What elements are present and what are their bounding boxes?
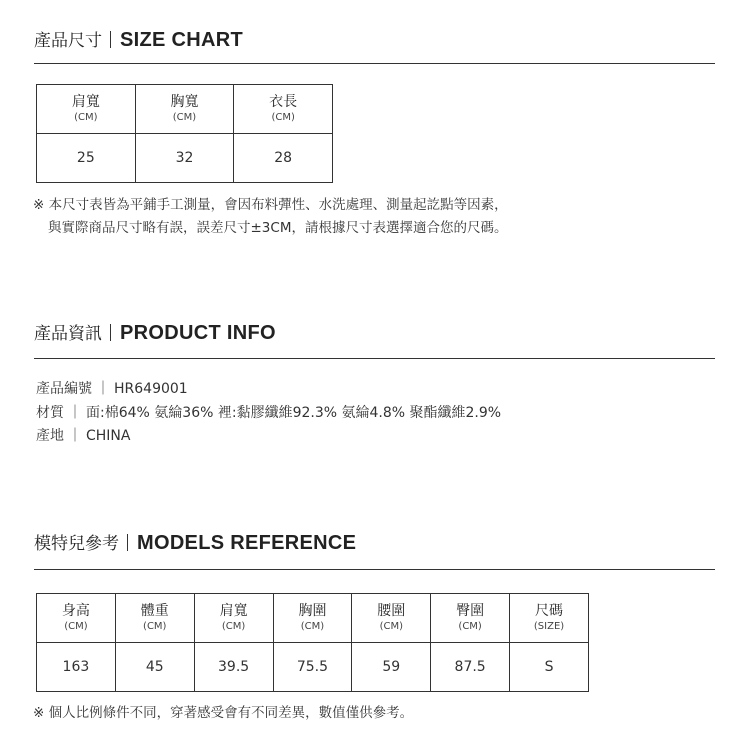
header-unit: (CM) bbox=[221, 620, 246, 632]
title-separator bbox=[127, 534, 128, 551]
size-chart-value-length: 28 bbox=[234, 134, 333, 183]
models-header-height bbox=[37, 594, 116, 643]
product-info-row-origin bbox=[36, 425, 501, 449]
models-value-height: 163 bbox=[37, 643, 116, 692]
header-unit: (CM) bbox=[300, 620, 325, 632]
header-unit: (CM) bbox=[379, 620, 403, 632]
size-chart-title-zh: 產品尺寸 bbox=[34, 31, 102, 51]
product-info-value: 面:棉64% 氨綸36% 裡:黏膠纖維92.3% 氨綸4.8% 聚酯纖維2.9% bbox=[86, 404, 502, 421]
product-info-row-code bbox=[36, 378, 501, 402]
models-value-size: S bbox=[510, 643, 589, 692]
size-chart-header-row bbox=[37, 85, 333, 134]
product-info-divider bbox=[34, 358, 715, 359]
models-value-hip: 87.5 bbox=[431, 643, 510, 692]
models-value-bust: 75.5 bbox=[273, 643, 352, 692]
models-reference-table bbox=[36, 593, 589, 692]
header-unit: (CM) bbox=[458, 620, 482, 632]
info-separator: ｜ bbox=[68, 428, 82, 444]
models-reference-divider bbox=[34, 569, 715, 570]
header-unit: (CM) bbox=[143, 620, 167, 632]
models-reference-header-row bbox=[37, 594, 589, 643]
product-info-value: CHINA bbox=[86, 428, 131, 444]
header-unit: (CM) bbox=[64, 620, 88, 632]
size-chart-note-line1: ※ 本尺寸表皆為平鋪手工測量，會因布料彈性、水洗處理、測量起訖點等因素， bbox=[33, 197, 508, 213]
models-reference-note: ※ 個人比例條件不同，穿著感受會有不同差異，數值僅供參考。 bbox=[33, 705, 414, 721]
header-label: 胸寬 bbox=[170, 93, 199, 110]
models-header-size bbox=[510, 594, 589, 643]
models-header-hip bbox=[431, 594, 510, 643]
models-value-waist: 59 bbox=[352, 643, 431, 692]
models-value-shoulder: 39.5 bbox=[194, 643, 273, 692]
size-chart-value-chest: 32 bbox=[135, 134, 234, 183]
product-info-list bbox=[36, 378, 501, 449]
size-chart-header-shoulder bbox=[37, 85, 136, 134]
size-chart-divider bbox=[34, 63, 715, 64]
header-label: 衣長 bbox=[269, 93, 298, 110]
size-chart-header-chest bbox=[135, 85, 234, 134]
header-label: 腰圍 bbox=[377, 602, 406, 619]
header-unit: (CM) bbox=[74, 111, 98, 123]
size-chart-table bbox=[36, 84, 333, 183]
models-header-weight bbox=[115, 594, 194, 643]
models-reference-title-en: MODELS REFERENCE bbox=[137, 532, 357, 554]
models-reference-title-zh: 模特兒參考 bbox=[34, 534, 119, 554]
models-header-waist bbox=[352, 594, 431, 643]
models-header-shoulder bbox=[194, 594, 273, 643]
title-separator bbox=[110, 31, 111, 48]
header-label: 肩寬 bbox=[71, 93, 100, 110]
models-header-bust bbox=[273, 594, 352, 643]
size-chart-header-length bbox=[234, 85, 333, 134]
models-value-weight: 45 bbox=[115, 643, 194, 692]
product-info-label: 產地 bbox=[36, 428, 64, 444]
product-info-title-en: PRODUCT INFO bbox=[120, 322, 276, 344]
models-reference-value-row bbox=[37, 643, 589, 692]
header-label: 尺碼 bbox=[535, 602, 564, 619]
size-chart-note bbox=[33, 194, 508, 240]
product-info-label: 產品編號 bbox=[36, 381, 92, 397]
product-info-value: HR649001 bbox=[114, 381, 188, 397]
product-info-title bbox=[34, 322, 276, 345]
header-label: 臀圍 bbox=[456, 602, 485, 619]
models-reference-title bbox=[34, 532, 356, 555]
header-unit: (CM) bbox=[271, 111, 295, 123]
size-chart-value-row bbox=[37, 134, 333, 183]
product-info-row-material bbox=[36, 402, 501, 426]
info-separator: ｜ bbox=[96, 381, 110, 397]
header-label: 身高 bbox=[61, 602, 90, 619]
info-separator: ｜ bbox=[68, 404, 82, 421]
product-info-title-zh: 產品資訊 bbox=[34, 324, 102, 344]
size-chart-value-shoulder: 25 bbox=[37, 134, 136, 183]
header-unit: (CM) bbox=[172, 111, 197, 123]
size-chart-note-line2: 與實際商品尺寸略有誤，誤差尺寸±3CM，請根據尺寸表選擇適合您的尺碼。 bbox=[48, 220, 508, 236]
header-unit: (SIZE) bbox=[533, 620, 565, 632]
header-label: 體重 bbox=[140, 602, 169, 619]
title-separator bbox=[110, 324, 111, 341]
size-chart-title-en: SIZE CHART bbox=[120, 29, 243, 51]
product-info-label: 材質 bbox=[36, 404, 64, 421]
header-label: 肩寬 bbox=[219, 602, 248, 619]
size-chart-title bbox=[34, 29, 243, 52]
header-label: 胸圍 bbox=[298, 602, 327, 619]
